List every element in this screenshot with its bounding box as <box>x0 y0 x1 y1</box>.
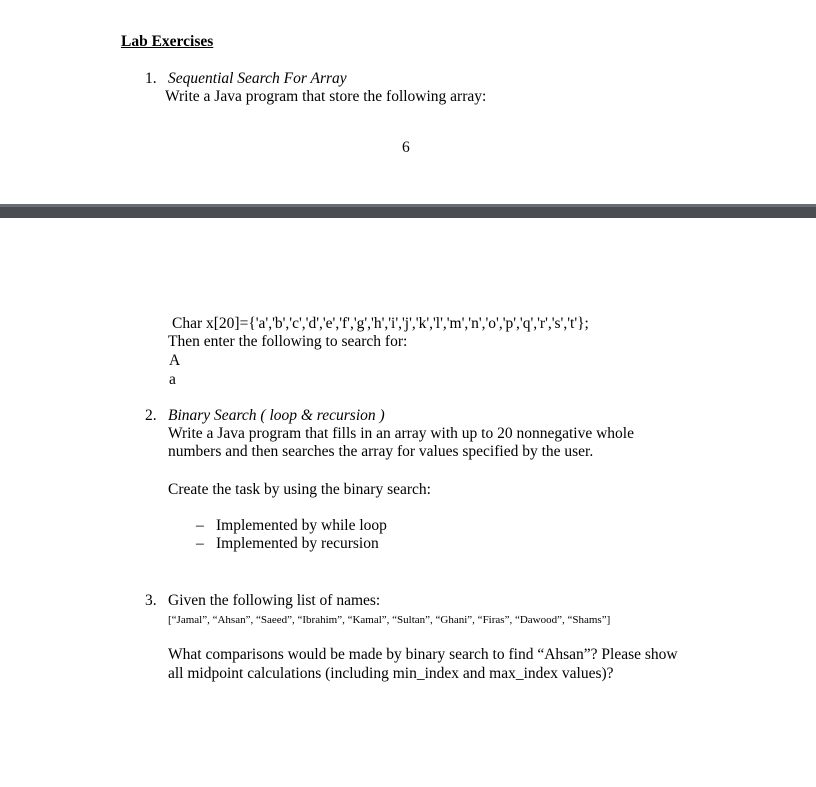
exercise-2-line-1: Write a Java program that fills in an array with up to 20 nonnegative whole <box>168 425 634 442</box>
search-item-1: A <box>169 352 181 369</box>
search-item-2: a <box>169 371 176 388</box>
names-list: [“Jamal”, “Ahsan”, “Saeed”, “Ibrahim”, “Kamal”, “Sultan”, “Ghani”, “Firas”, “Dawood”, “Shams”] <box>168 614 611 626</box>
exercise-1-line-2: Then enter the following to search for: <box>168 333 408 350</box>
exercise-2-line-3: Create the task by using the binary search: <box>168 481 431 498</box>
exercise-3-line-1: Given the following list of names: <box>168 592 381 609</box>
exercise-3-question-2: all midpoint calculations (including min_index and max_index values)? <box>168 665 614 682</box>
page-break-gap <box>0 204 816 218</box>
exercise-1-line-1: Write a Java program that store the following array: <box>165 88 487 105</box>
exercise-1-title: Sequential Search For Array <box>168 70 347 87</box>
lab-exercises-heading: Lab Exercises <box>121 33 214 50</box>
exercise-3-number: 3. <box>145 592 157 609</box>
exercise-2-line-2: numbers and then searches the array for values specified by the user. <box>168 443 594 460</box>
exercise-2-number: 2. <box>145 407 157 424</box>
bullet-item-1: Implemented by while loop <box>216 517 387 534</box>
bullet-dash-2: – <box>196 535 204 552</box>
exercise-1-array-code: Char x[20]={'a','b','c','d','e','f','g','h','i','j','k','l','m','n','o','p','q','r','s','t'}; <box>172 315 589 332</box>
page-number: 6 <box>402 139 410 156</box>
exercise-3-question-1: What comparisons would be made by binary search to find “Ahsan”? Please show <box>168 646 678 663</box>
bullet-dash-1: – <box>196 517 204 534</box>
exercise-2-title: Binary Search ( loop & recursion ) <box>168 407 385 424</box>
exercise-1-number: 1. <box>145 70 157 87</box>
bullet-item-2: Implemented by recursion <box>216 535 379 552</box>
